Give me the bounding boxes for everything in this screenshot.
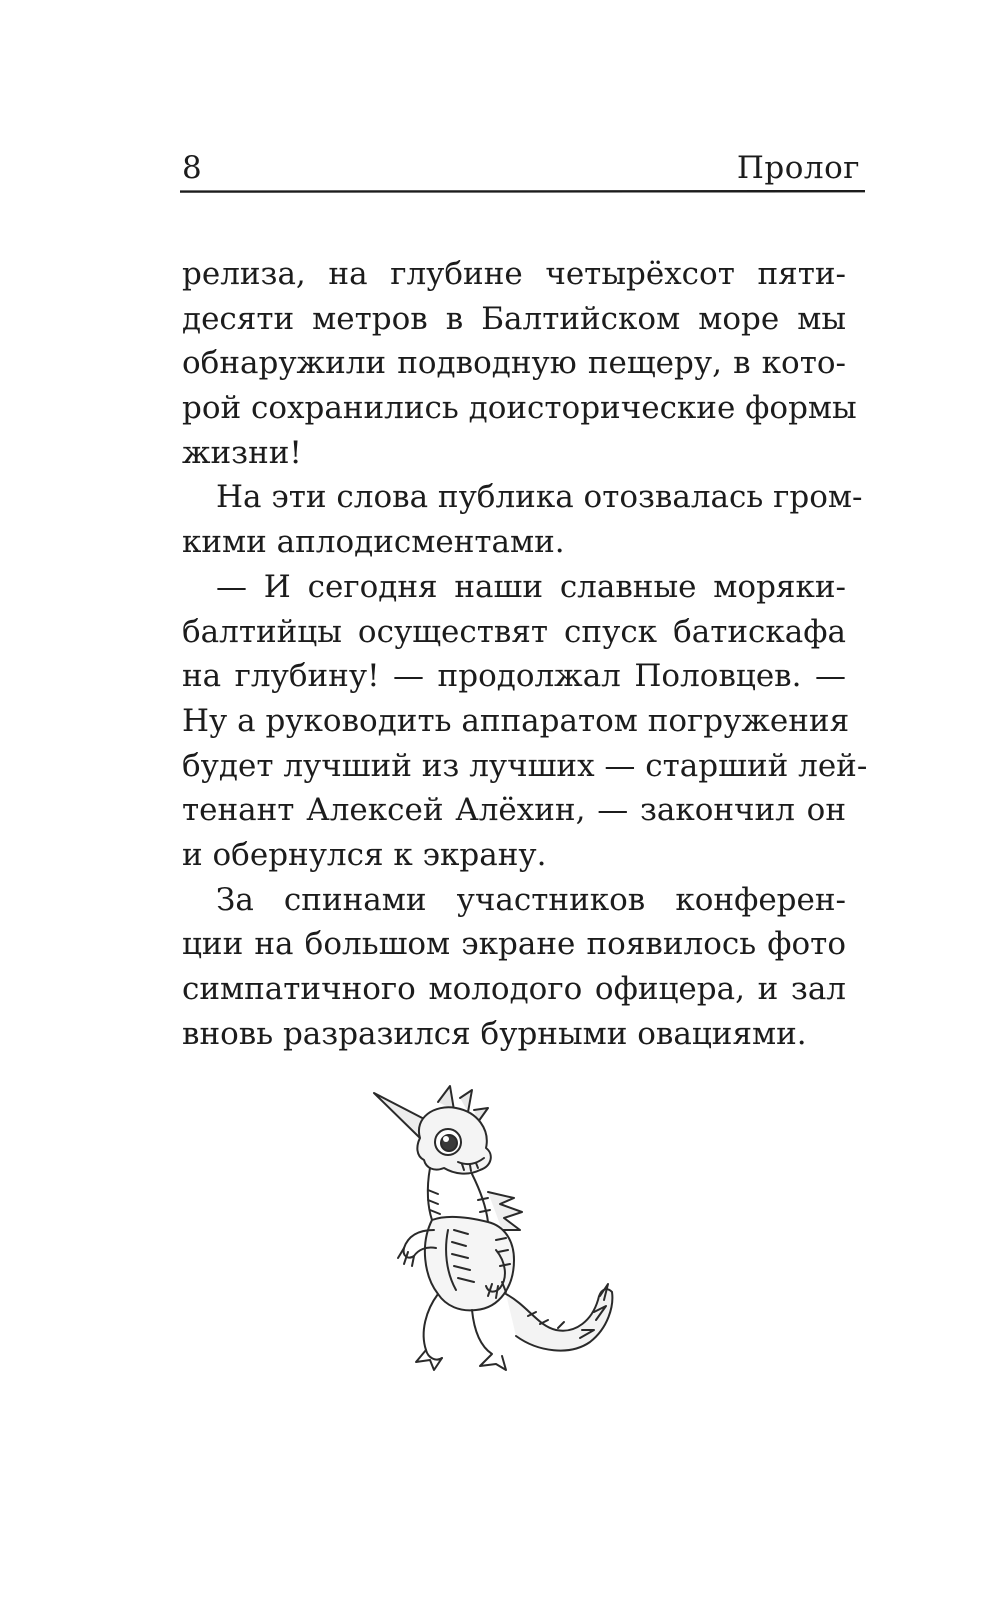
text-line: на глубину! — продолжал Половцев. — (182, 658, 846, 695)
dragon-icon (368, 1080, 632, 1376)
text-line: симпатичного молодого офицера, и зал (182, 971, 846, 1007)
text-line: рой сохранились доисторические формы (182, 390, 857, 427)
text-line: и обернулся к экрану. (182, 836, 547, 873)
page-number: 8 (182, 150, 202, 186)
text-line: десяти метров в Балтийском море мы (182, 300, 846, 337)
body-text (182, 252, 868, 1056)
running-head: Пролог (736, 150, 860, 186)
text-line: релиза, на глубине четырёхсот пяти- (182, 256, 846, 292)
text-line: ции на большом экране появилось фото (182, 926, 846, 963)
text-line: будет лучший из лучших — старший лей- (182, 747, 868, 784)
header-rule (180, 190, 865, 193)
text-line: Ну а руководить аппаратом погружения (182, 702, 850, 739)
text-line: — И сегодня наши славные моряки- (216, 568, 846, 605)
text-line: На эти слова публика отозвалась гром- (216, 479, 863, 516)
text-line: За спинами участников конферен- (216, 881, 846, 918)
text-line: обнаружили подводную пещеру, в кото- (182, 345, 846, 382)
text-line: тенант Алексей Алёхин, — закончил он (182, 792, 846, 829)
text-line: кими аплодисментами. (182, 524, 565, 561)
text-line: жизни! (182, 434, 302, 471)
text-line: балтийцы осуществят спуск батискафа (182, 613, 846, 650)
text-line: вновь разразился бурными овациями. (182, 1015, 807, 1052)
